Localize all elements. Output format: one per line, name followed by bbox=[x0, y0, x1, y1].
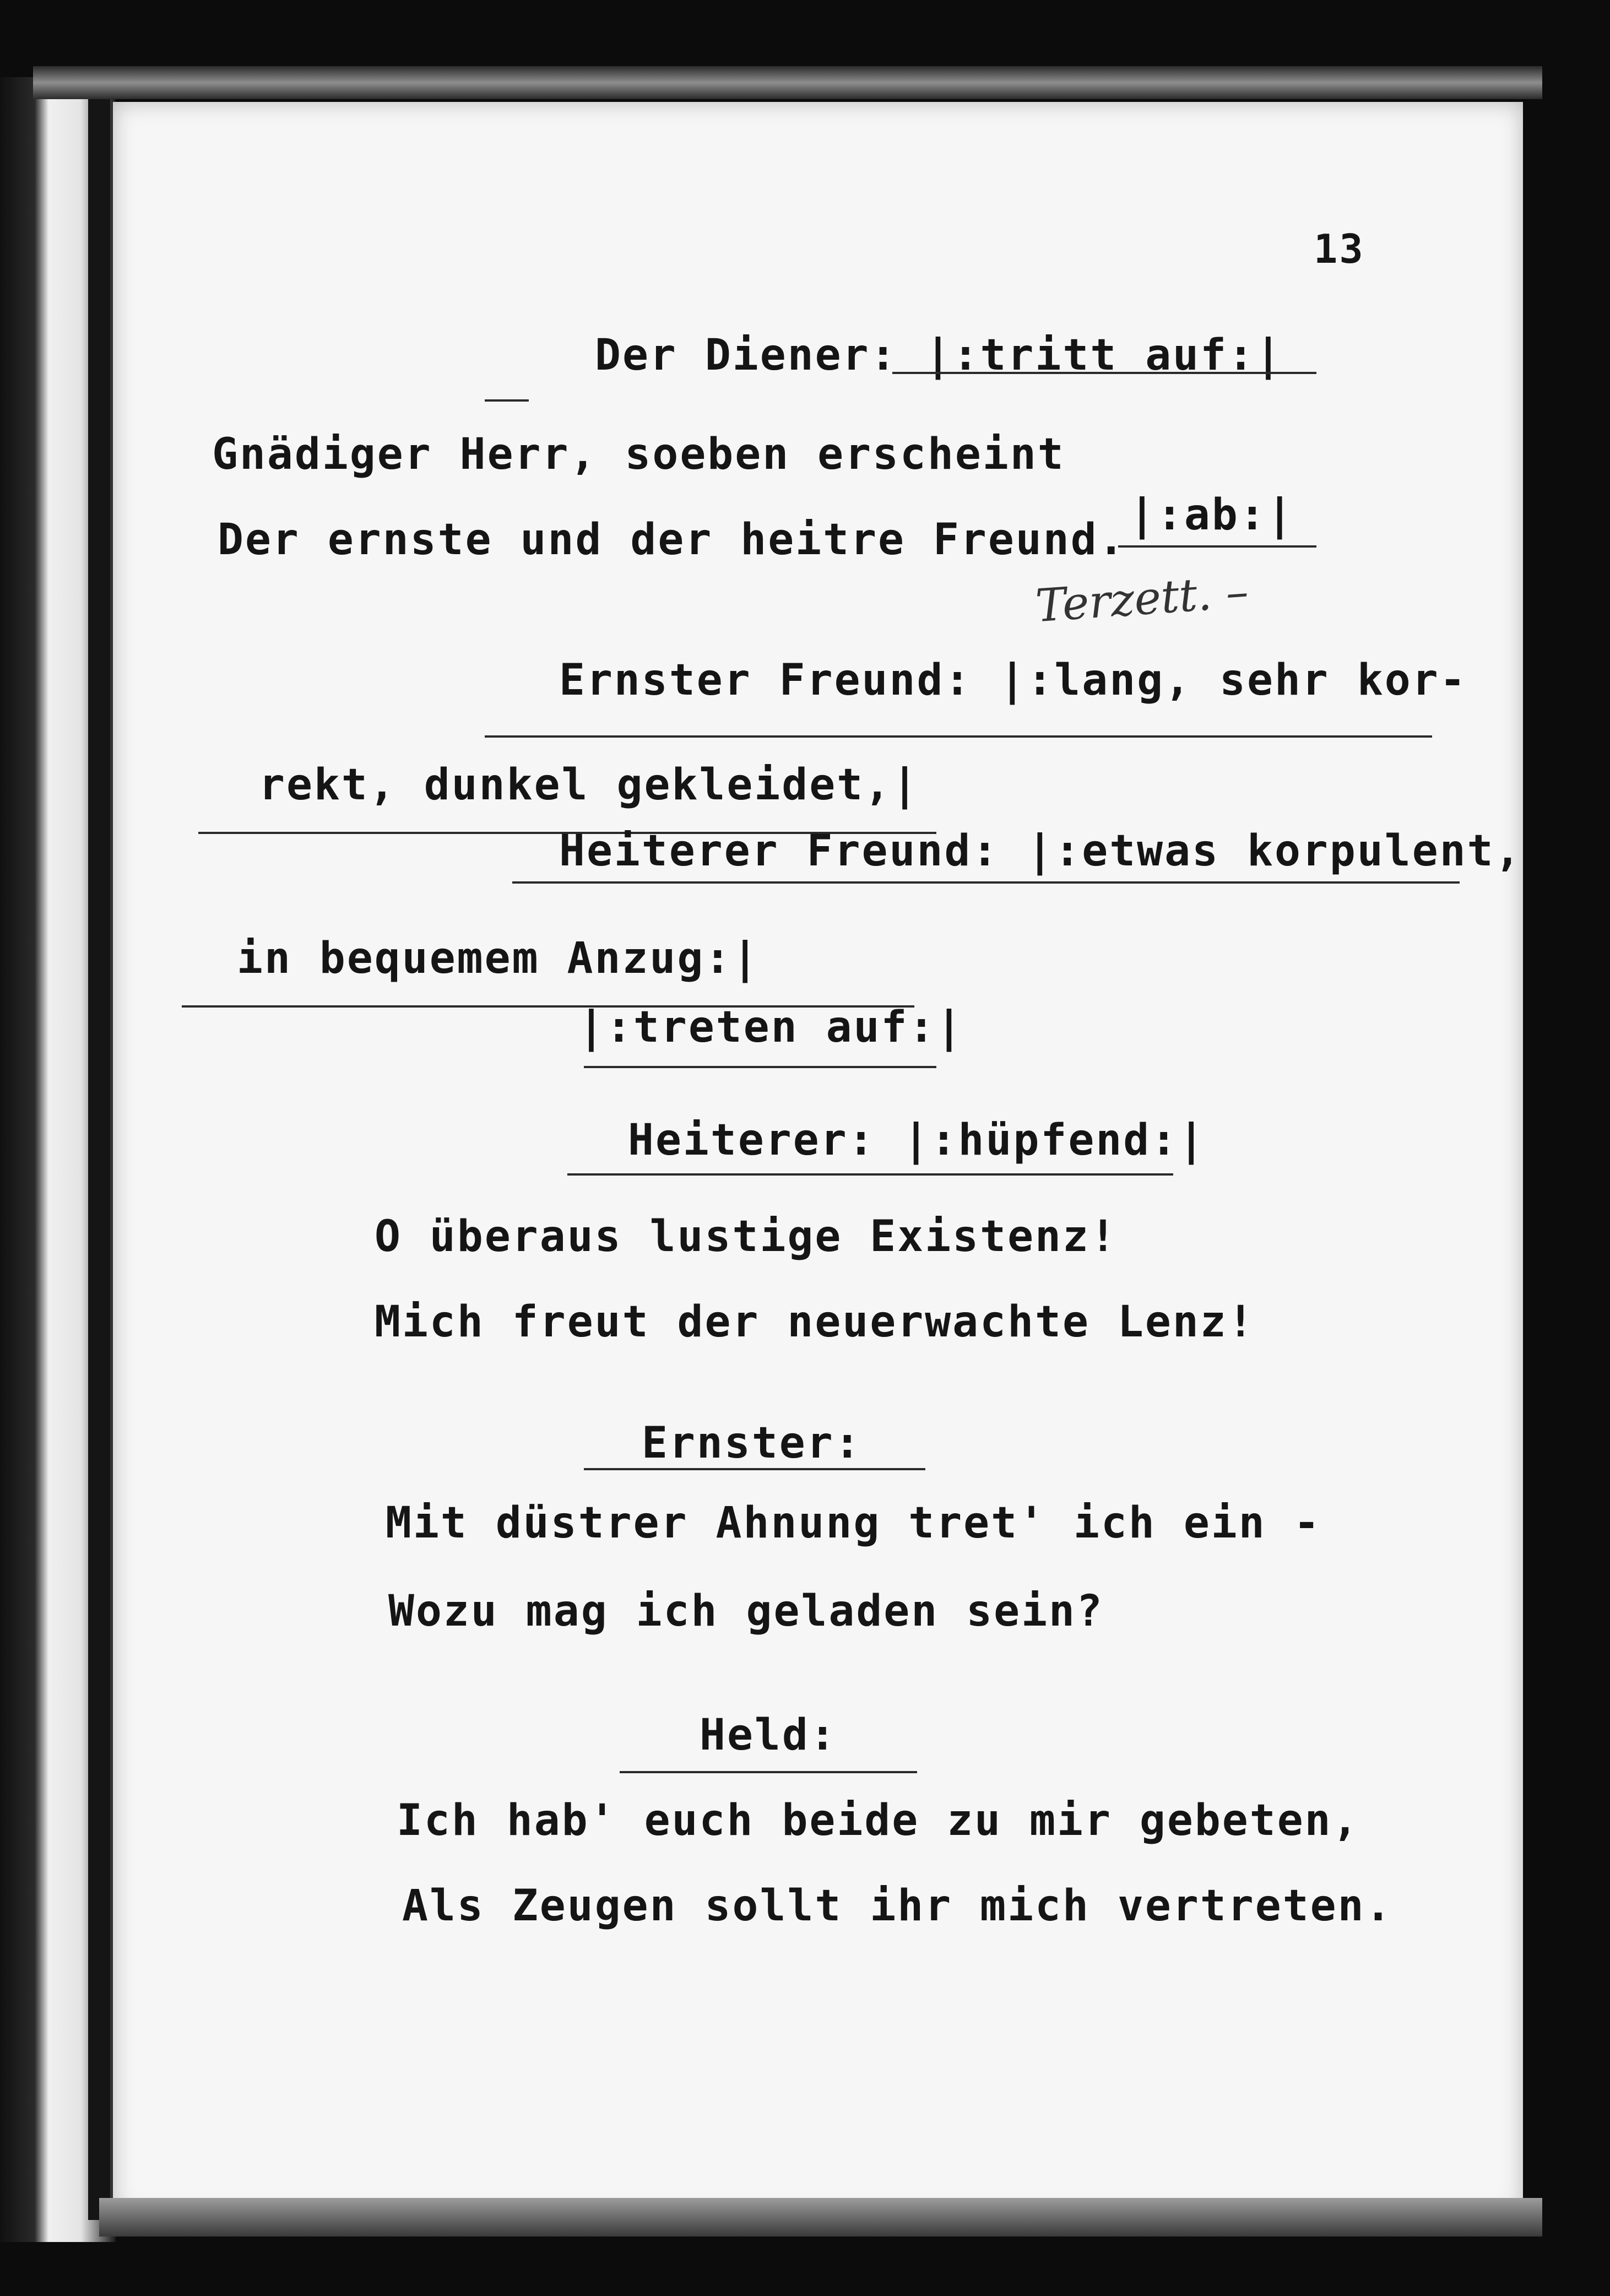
verse-line: Ich hab' euch beide zu mir gebeten, bbox=[397, 1796, 1360, 1845]
verse-line: Mich freut der neuerwachte Lenz! bbox=[375, 1297, 1255, 1347]
verse-line: Als Zeugen sollt ihr mich vertreten. bbox=[402, 1881, 1393, 1931]
character-heading-held: Held: bbox=[700, 1710, 837, 1760]
verse-line: Wozu mag ich geladen sein? bbox=[388, 1586, 1104, 1636]
top-scan-border bbox=[33, 66, 1542, 99]
verse-line: Der ernste und der heitre Freund. bbox=[218, 515, 1126, 565]
handwritten-annotation: Terzett. – bbox=[1034, 565, 1250, 633]
underline bbox=[567, 1173, 1173, 1176]
underline bbox=[485, 735, 1432, 738]
dash bbox=[485, 399, 529, 402]
book-spine bbox=[88, 83, 110, 2220]
stage-direction-line: rekt, dunkel gekleidet,| bbox=[259, 760, 920, 810]
underline bbox=[620, 1771, 917, 1773]
underline bbox=[512, 881, 1460, 884]
stage-direction-treten-auf: |:treten auf:| bbox=[578, 1003, 964, 1052]
stage-direction-diener: Der Diener: |:tritt auf:| bbox=[595, 331, 1283, 380]
underline bbox=[584, 1066, 936, 1068]
underline bbox=[892, 372, 1316, 374]
verse-line: O überaus lustige Existenz! bbox=[375, 1212, 1118, 1261]
page-number: 13 bbox=[1314, 226, 1365, 272]
stage-direction-line: in bequemem Anzug:| bbox=[237, 934, 760, 983]
character-heading-ernster: Ernster: bbox=[642, 1418, 862, 1468]
underline bbox=[584, 1468, 925, 1470]
character-heading-heiterer: Heiterer: |:hüpfend:| bbox=[628, 1115, 1206, 1165]
underline bbox=[1118, 545, 1316, 548]
stage-direction-ab: |:ab:| bbox=[1129, 490, 1294, 540]
character-heading-heiterer-freund: Heiterer Freund: |:etwas korpulent, bbox=[559, 826, 1522, 876]
verse-line: Gnädiger Herr, soeben erscheint bbox=[212, 430, 1065, 479]
bleed-through-shadow bbox=[598, 570, 625, 620]
verse-line: Mit düstrer Ahnung tret' ich ein - bbox=[386, 1498, 1321, 1548]
bottom-scan-border bbox=[99, 2198, 1542, 2237]
character-heading-ernster-freund: Ernster Freund: |:lang, sehr kor- bbox=[559, 656, 1467, 705]
